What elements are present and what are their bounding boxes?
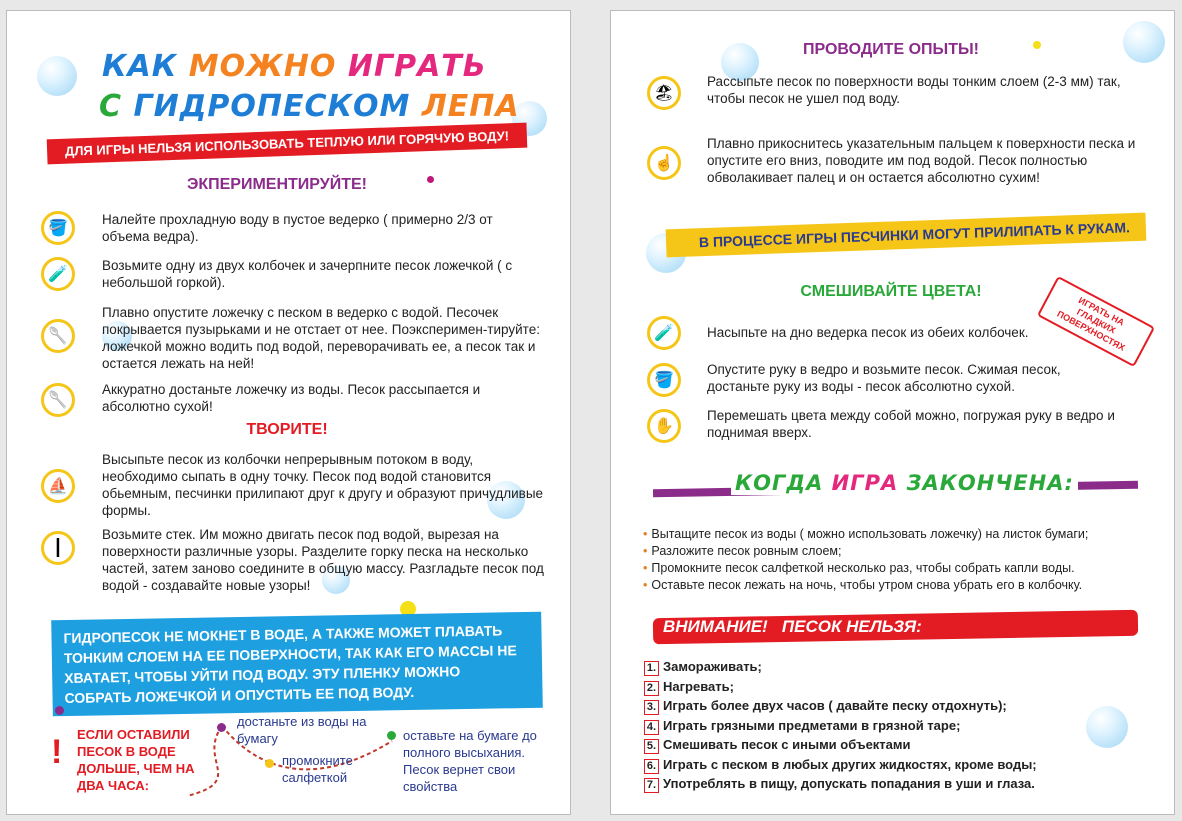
bubble-decoration: [37, 56, 77, 96]
end-title: КОГДА ИГРА ЗАКОНЧЕНА:: [731, 471, 1078, 495]
dot-decoration: [427, 176, 434, 183]
bucket-icon: 🪣: [41, 211, 75, 245]
if-left-warning: ЕСЛИ ОСТАВИЛИ ПЕСОК В ВОДЕ ДОЛЬШЕ, ЧЕМ НА ДВА ЧАСА:: [77, 727, 195, 793]
dot-decoration: [265, 759, 274, 768]
dot-decoration: [387, 731, 396, 740]
section-title-experiments: ПРОВОДИТЕ ОПЫТЫ!: [803, 41, 979, 58]
step-text: Возьмите стек. Им можно двигать песок под водой, вырезая на поверхности различные узоры. Разделите горку песка на несколько частей, затем заново соедините в общую массу. Разгладьте песок под водой - создавайте новые узоры!: [102, 527, 544, 593]
finger-icon: ☝: [647, 146, 681, 180]
rule-item: 3. Играть более двух часов ( давайте песку отдохнуть);: [644, 696, 1144, 716]
sand-pour-icon: ⛵: [41, 469, 75, 503]
step-text: Плавно опустите ложечку с песком в ведерко с водой. Песочек покрывается пузырьками и не отстает от нее. Поэксперимен-тируйте: ложечкой можно водить под водой, переворачивать ее, а песок так и остается лежать на ней!: [102, 305, 540, 371]
dot-decoration: [217, 723, 226, 732]
step-text: Рассыпьте песок по поверхности воды тонким слоем (2-3 мм) так, чтобы песок не ушел под воду.: [707, 74, 1121, 106]
test-tubes-icon: 🧪: [647, 316, 681, 350]
left-page: [6, 10, 571, 815]
step-text: Опустите руку в ведро и возьмите песок. Сжимая песок, достаньте руку из воды - песок абсолютно сухой.: [707, 362, 1061, 394]
step-text: Насыпьте на дно ведерка песок из обеих колбочек.: [707, 325, 1029, 340]
section-title-create: ТВОРИТЕ!: [246, 421, 328, 438]
step-text: Плавно прикоснитесь указательным пальцем к поверхности песка и опустите его вниз, поводите им под водой. Песок полностью обволакивает палец и он остается абсолютно сухим!: [707, 136, 1136, 185]
sand-layer-icon: 🏖: [647, 76, 681, 110]
list-item: • Разложите песок ровным слоем;: [643, 543, 1163, 560]
spoon-icon: 🥄: [41, 383, 75, 417]
page-title-line1: КАК МОЖНО ИГРАТЬ: [102, 49, 487, 84]
stick-icon: ┃: [41, 531, 75, 565]
list-item: • Промокните песок салфеткой несколько раз, чтобы собрать капли воды.: [643, 560, 1163, 577]
section-title-experiment: ЭКПЕРИМЕНТИРУЙТЕ!: [186, 176, 367, 193]
step-text: Аккуратно достаньте ложечку из воды. Песок рассыпается и абсолютно сухой!: [102, 382, 481, 414]
rule-item: 2. Нагревать;: [644, 677, 1144, 697]
dot-decoration: [1033, 41, 1041, 49]
sticky-sand-notice: В ПРОЦЕССЕ ИГРЫ ПЕСЧИНКИ МОГУТ ПРИЛИПАТЬ К РУКАМ.: [666, 213, 1147, 258]
dot-decoration: [55, 706, 64, 715]
tip-blot: промокните салфеткой: [282, 753, 353, 785]
warning-bar: ДЛЯ ИГРЫ НЕЛЬЗЯ ИСПОЛЬЗОВАТЬ ТЕПЛУЮ ИЛИ ГОРЯЧУЮ ВОДУ!: [47, 123, 528, 165]
rule-item: 7. Употреблять в пищу, допускать попадания в уши и глаза.: [644, 774, 1144, 794]
step-text: Высыпьте песок из колбочки непрерывным потоком в воду, необходимо сыпать в одну точку. Песок под водой становится обьемным, песчинки прилипают друг к другу и образуют причудливые формы.: [102, 452, 544, 518]
hand-bucket-icon: 🪣: [647, 363, 681, 397]
step-text: Возьмите одну из двух колбочек и зачерпните песок ложечкой ( с небольшой горкой).: [102, 258, 513, 290]
right-page: [610, 10, 1175, 815]
end-steps-list: [643, 526, 1163, 594]
tip-take-out: достаньте из воды на бумагу: [237, 714, 367, 746]
rule-item: 1. Замораживать;: [644, 657, 1144, 677]
smooth-surface-stamp: ИГРАТЬ НА ГЛАДКИХ ПОВЕРХНОСТЯХ: [1037, 276, 1155, 367]
rule-item: 6. Играть с песком в любых других жидкостях, кроме воды;: [644, 755, 1144, 775]
step-text: Налейте прохладную воду в пустое ведерко ( примерно 2/3 от объема ведра).: [102, 212, 493, 244]
attention-title: ВНИМАНИЕ! ПЕСОК НЕЛЬЗЯ:: [663, 617, 922, 636]
prohibited-list: [644, 657, 1144, 794]
section-title-mix: СМЕШИВАЙТЕ ЦВЕТА!: [800, 283, 982, 300]
test-tube-icon: 🧪: [41, 257, 75, 291]
rule-item: 5. Смешивать песок с иными объектами: [644, 735, 1144, 755]
bubble-decoration: [1123, 21, 1165, 63]
list-item: • Вытащите песок из воды ( можно использовать ложечку) на листок бумаги;: [643, 526, 1163, 543]
info-box: ГИДРОПЕСОК НЕ МОКНЕТ В ВОДЕ, А ТАКЖЕ МОЖЕТ ПЛАВАТЬ ТОНКИМ СЛОЕМ НА ЕЕ ПОВЕРХНОСТИ, ТАК КАК ЕГО МАССЫ НЕ ХВАТАЕТ, ЧТОБЫ УЙТИ ПОД ВОДУ. ЭТУ ПЛЕНКУ МОЖНО СОБРАТЬ ЛОЖЕЧКОЙ И ОПУСТИТЬ ЕЕ ПОД ВОДУ.: [51, 612, 543, 717]
tip-dry: оставьте на бумаге до полного высыхания. Песок вернет свои свойства: [403, 728, 537, 794]
step-text: Перемешать цвета между собой можно, погружая руку в ведро и поднимая вверх.: [707, 408, 1115, 440]
spoon-in-water-icon: 🥄: [41, 319, 75, 353]
rule-item: 4. Играть грязными предметами в грязной таре;: [644, 716, 1144, 736]
exclamation-icon: !: [51, 733, 63, 771]
list-item: • Оставьте песок лежать на ночь, чтобы утром снова убрать его в колбочку.: [643, 577, 1163, 594]
page-title-line2: С ГИДРОПЕСКОМ ЛЕПА: [99, 89, 520, 124]
hand-mix-icon: ✋: [647, 409, 681, 443]
